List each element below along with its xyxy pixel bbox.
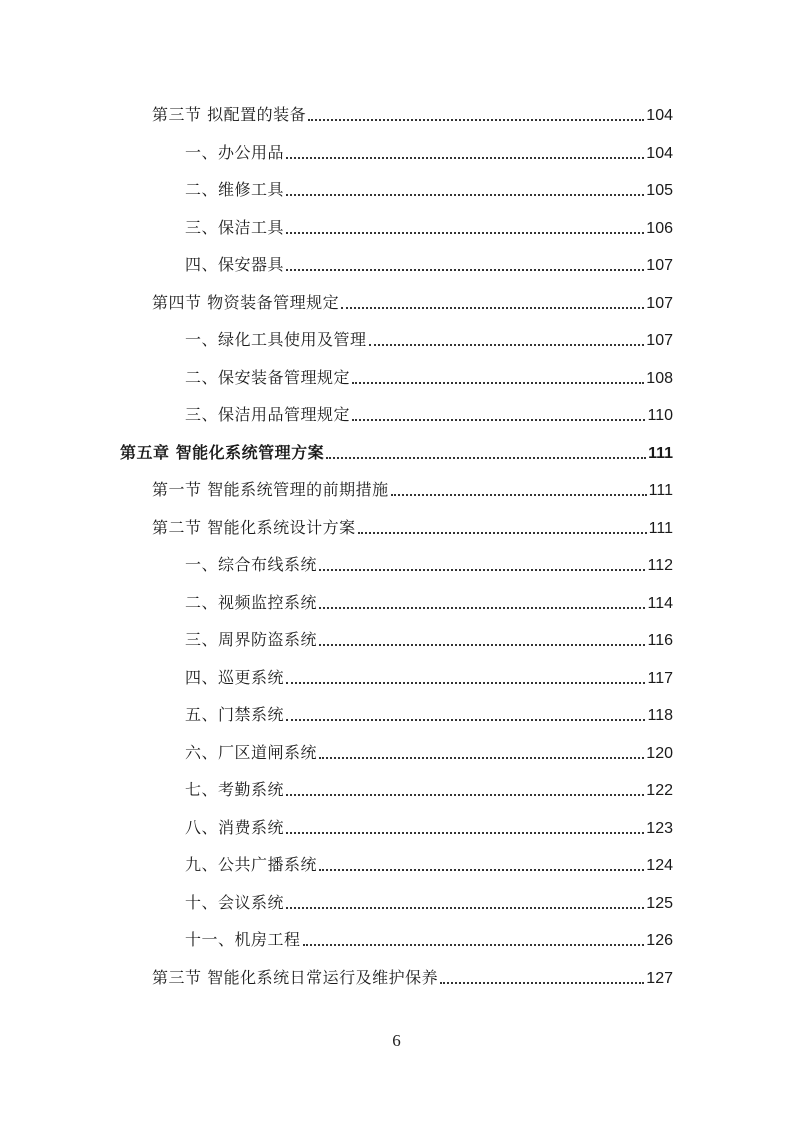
dot-leader [286,907,644,909]
toc-entry-title: 一、综合布线系统 [185,555,318,574]
toc-entry-title: 七、考勤系统 [185,780,285,799]
toc-entry-title: 四、保安器具 [185,255,285,274]
toc-entry-title: 二、保安装备管理规定 [185,367,351,387]
toc-entry-title: 三、周界防盗系统 [185,630,318,649]
toc-entry-title: 第三节 拟配置的装备 [152,105,307,124]
toc-entry-page: 104 [646,107,673,124]
toc-entry-title: 五、门禁系统 [185,705,285,724]
dot-leader [319,569,645,571]
toc-entry[interactable] [152,289,673,313]
toc-entry-page: 111 [648,519,673,537]
toc-entry[interactable] [152,964,673,988]
page-number: 6 [392,1031,401,1050]
toc-entry-title: 第一节 智能系统管理的前期措施 [152,480,389,499]
toc-entry-title: 一、绿化工具使用及管理 [185,330,367,349]
toc-entry-page: 125 [646,894,673,912]
toc-entry-page: 120 [646,744,673,762]
dot-leader [286,157,644,159]
toc-entry-page: 110 [647,407,673,424]
toc-entry-page: 105 [646,182,673,199]
toc-entry-title: 第二节 智能化系统设计方案 [152,517,356,537]
dot-leader [319,869,644,871]
toc-entry[interactable] [152,514,673,538]
toc-entry-title: 六、厂区道闸系统 [185,742,318,762]
dot-leader [286,232,644,234]
toc-entry-page: 106 [646,219,673,237]
dot-leader [286,269,644,271]
dot-leader [326,457,646,459]
toc-entry-title: 二、维修工具 [185,180,285,199]
toc-entry[interactable] [185,176,673,200]
toc-entry[interactable] [185,401,673,425]
toc-entry-title: 第四节 物资装备管理规定 [152,292,340,312]
toc-entry-title: 三、保洁工具 [185,217,285,237]
toc-entry-title: 第三节 智能化系统日常运行及维护保养 [152,967,439,987]
dot-leader [303,944,645,946]
toc-entry[interactable] [185,776,673,800]
toc-entry[interactable] [185,664,673,688]
toc-entry-title: 八、消费系统 [185,817,285,837]
dot-leader [319,757,644,759]
toc-entry-page: 118 [647,707,673,724]
toc-entry-page: 126 [646,932,673,949]
toc-entry[interactable] [185,551,673,575]
dot-leader [286,794,644,796]
toc-entry-title: 三、保洁用品管理规定 [185,405,351,424]
toc-entry-page: 124 [646,857,673,874]
toc-entry-title: 九、公共广播系统 [185,855,318,874]
toc-entry[interactable] [185,926,673,950]
toc-entry[interactable] [152,101,673,125]
dot-leader [286,719,645,721]
toc-entry-title: 一、办公用品 [185,142,285,162]
dot-leader [391,494,647,496]
toc-entry[interactable] [185,326,673,350]
toc-entry[interactable] [185,214,673,238]
dot-leader [341,307,644,309]
toc-entry-page: 107 [646,257,673,274]
toc-entry-page: 111 [648,482,673,499]
toc-entry[interactable] [185,889,673,913]
dot-leader [286,682,645,684]
toc-entry-title: 第五章 智能化系统管理方案 [120,442,325,462]
toc-entry[interactable] [152,476,673,500]
toc-entry[interactable] [185,626,673,650]
toc-entry-page: 107 [646,294,673,312]
dot-leader [352,382,644,384]
toc-entry-page: 116 [647,632,673,649]
dot-leader [369,344,645,346]
toc-entry-page: 104 [646,144,673,162]
dot-leader [286,194,644,196]
toc-chapter-entry[interactable] [120,439,673,463]
toc-entry-page: 114 [647,594,673,612]
toc-entry-page: 122 [646,782,673,799]
toc-entry[interactable] [185,251,673,275]
toc-entry[interactable] [185,701,673,725]
toc-entry[interactable] [185,589,673,613]
toc-entry-page: 123 [646,819,673,837]
toc-entry-page: 107 [646,332,673,349]
dot-leader [352,419,645,421]
toc-entry-title: 二、视频监控系统 [185,592,318,612]
dot-leader [358,532,647,534]
toc-entry-title: 十一、机房工程 [185,930,301,949]
toc-entry[interactable] [185,851,673,875]
toc-entry-page: 108 [646,369,673,387]
toc-entry[interactable] [185,739,673,763]
dot-leader [319,607,645,609]
dot-leader [308,119,644,121]
toc-entry-page: 117 [647,669,673,687]
dot-leader [440,982,644,984]
toc-entry-page: 112 [647,557,673,574]
toc-entry[interactable] [185,364,673,388]
toc-entry-page: 111 [648,444,673,462]
toc-entry[interactable] [185,139,673,163]
toc-entry-page: 127 [646,969,673,987]
toc-entry[interactable] [185,814,673,838]
dot-leader [286,832,644,834]
toc-entry-title: 四、巡更系统 [185,667,285,687]
dot-leader [319,644,645,646]
toc-entry-title: 十、会议系统 [185,892,285,912]
